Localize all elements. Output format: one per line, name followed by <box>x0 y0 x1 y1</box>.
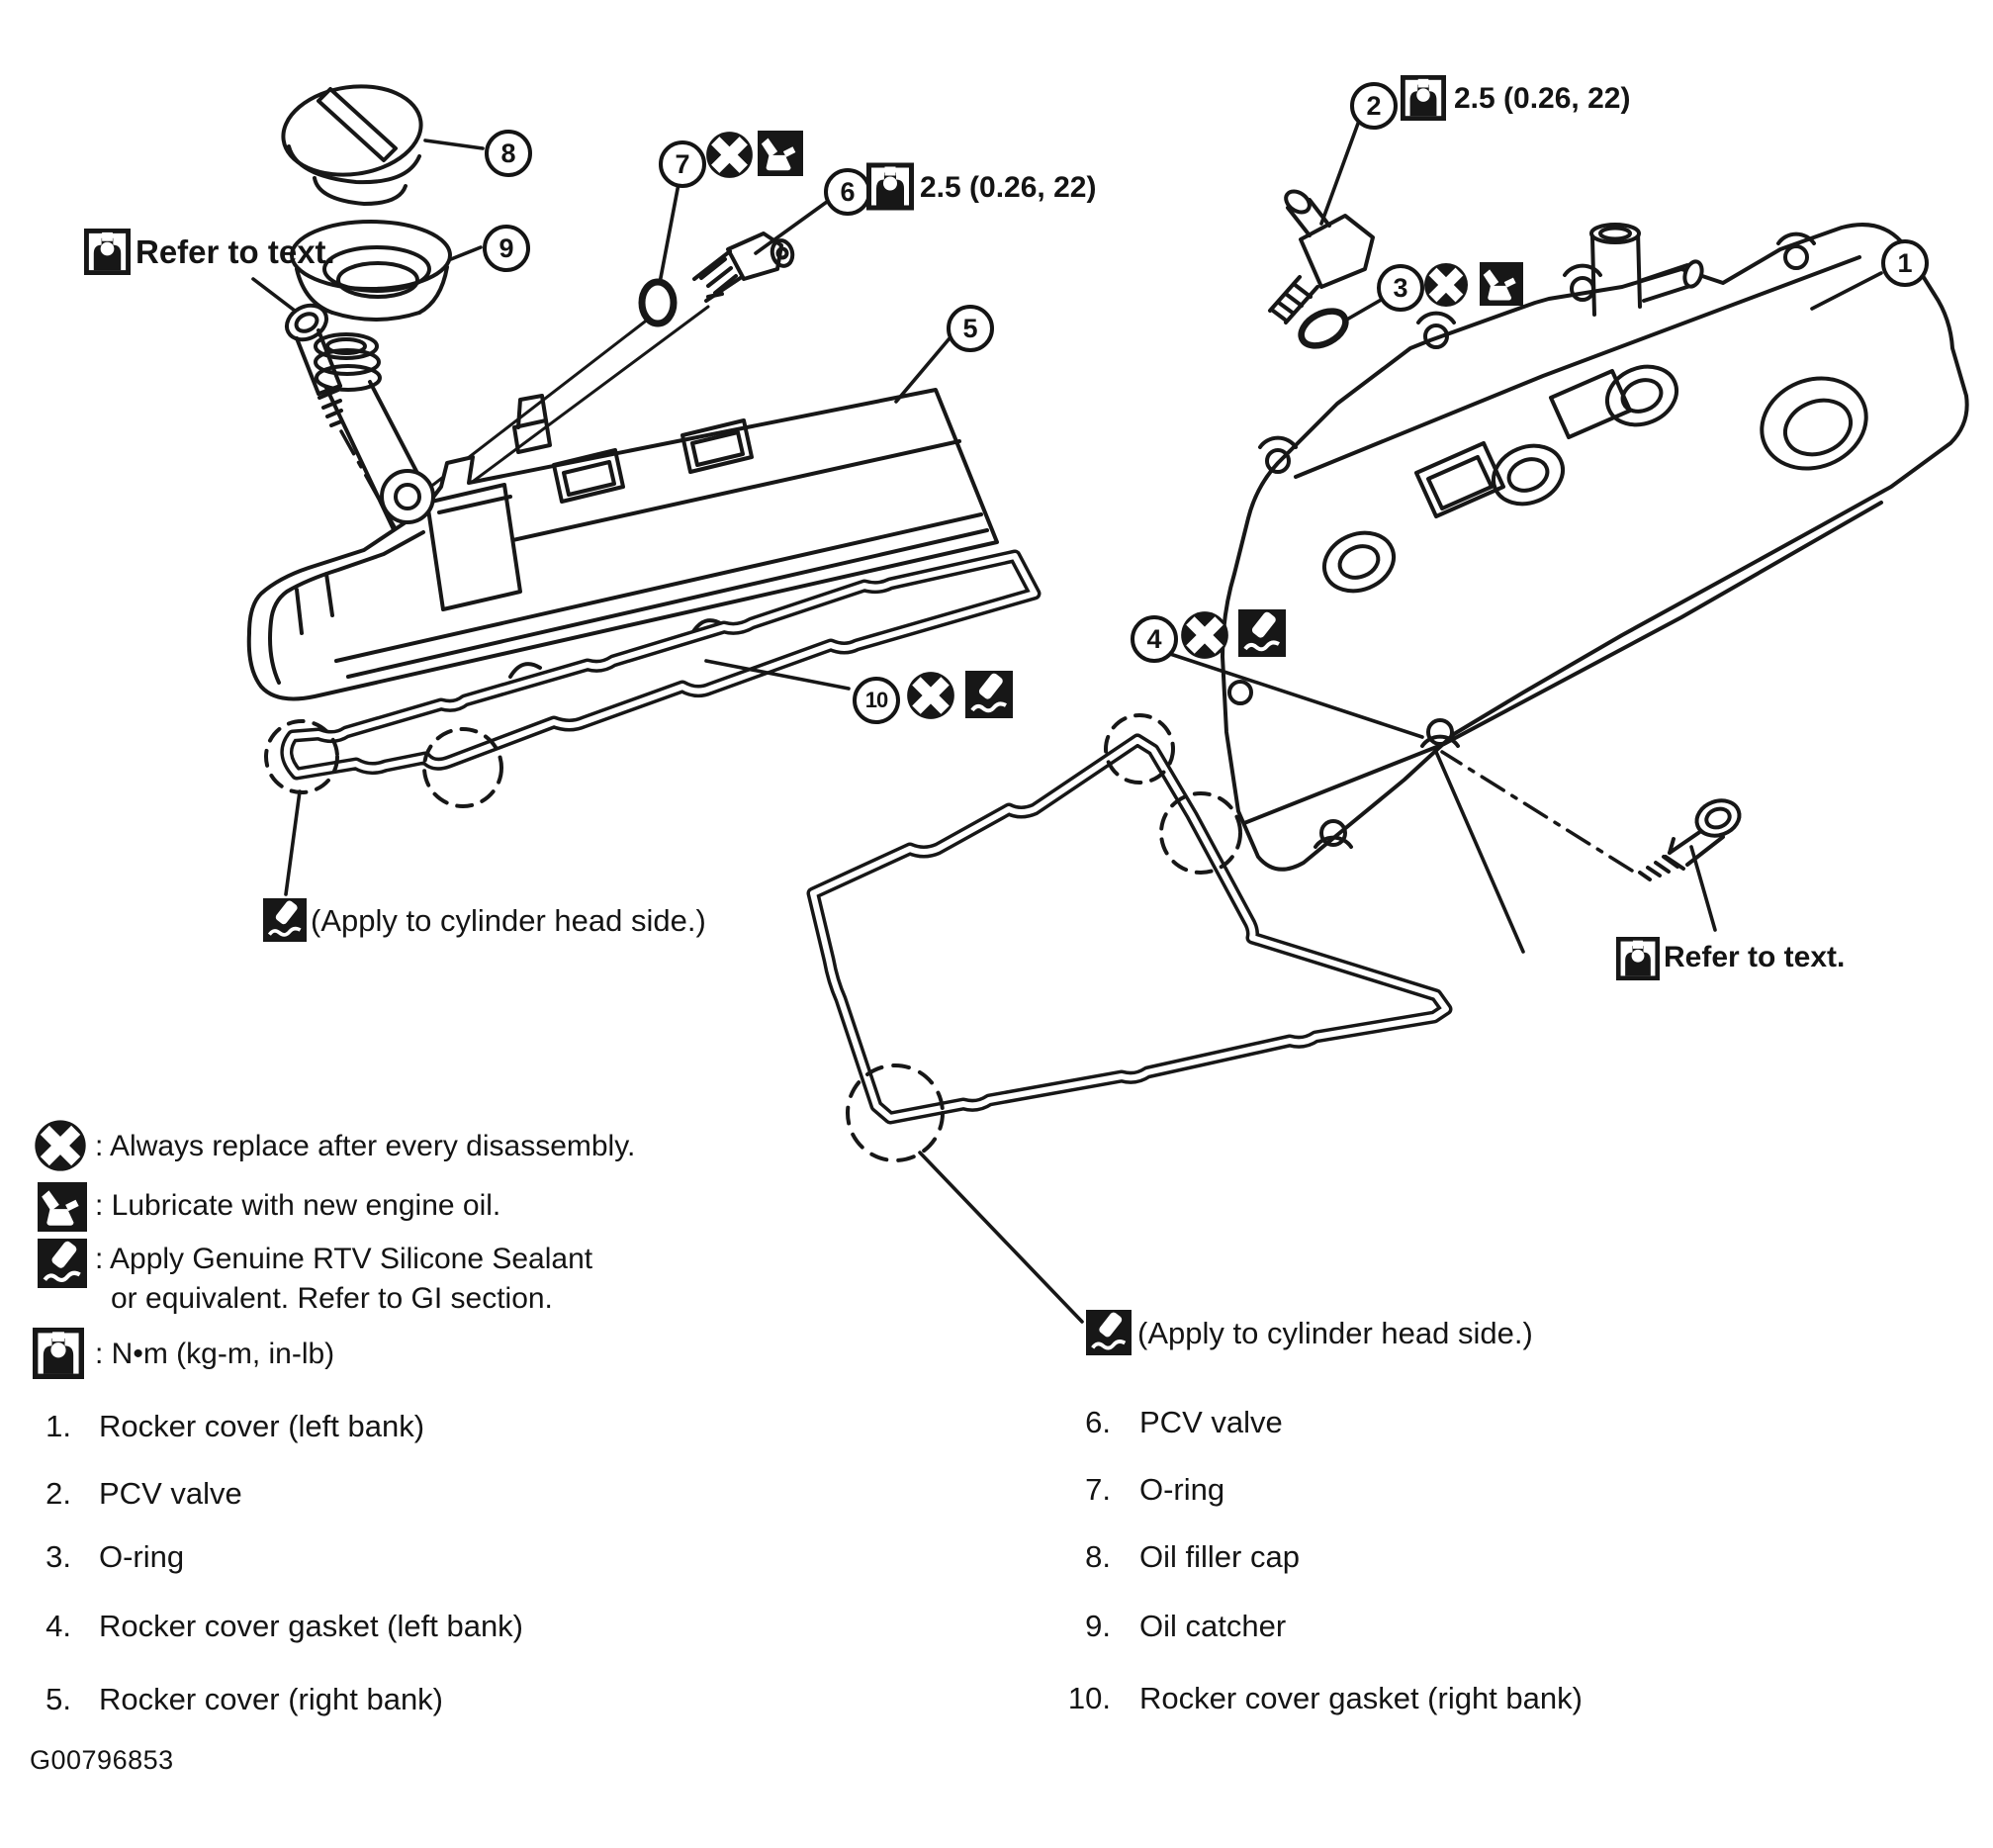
refer-to-text-right-label: Refer to text. <box>1664 941 1846 973</box>
part-number: 7. <box>1085 1472 1111 1507</box>
callout-9: 9 <box>483 225 530 272</box>
figure-code: G00796853 <box>30 1745 174 1775</box>
sealant-icon <box>38 1237 87 1290</box>
callout-4: 4 <box>1131 615 1178 663</box>
part-name: Rocker cover gasket (left bank) <box>99 1609 524 1643</box>
part-number: 1. <box>45 1409 71 1443</box>
pcv-valve-6-drawing <box>694 233 795 301</box>
lubricate-icon <box>38 1181 87 1233</box>
right-bolt-drawing <box>1442 752 1744 879</box>
sealant-icon <box>263 896 307 944</box>
torque-icon <box>33 1328 84 1379</box>
part-number: 10. <box>1067 1681 1111 1715</box>
legend-lubricate-text: : Lubricate with new engine oil. <box>95 1189 501 1222</box>
callout-6: 6 <box>824 168 871 216</box>
part-name: Rocker cover gasket (right bank) <box>1139 1681 1583 1715</box>
lubricate-icon <box>1480 261 1523 307</box>
part-name: O-ring <box>1139 1472 1225 1507</box>
part-name: Rocker cover (right bank) <box>99 1682 444 1716</box>
replace-icon <box>33 1118 88 1173</box>
torque-spec-2-label: 2.5 (0.26, 22) <box>1454 82 1631 115</box>
sealant-icon <box>965 671 1013 718</box>
part-number: 4. <box>45 1609 71 1643</box>
torque-icon <box>866 161 914 212</box>
sealant-icon <box>1238 609 1286 657</box>
part-name: Rocker cover (left bank) <box>99 1409 425 1443</box>
rocker-cover-left-bank-drawing <box>1223 225 1967 870</box>
part-number: 8. <box>1085 1539 1111 1574</box>
sealant-icon <box>1086 1310 1132 1355</box>
callout-1: 1 <box>1881 239 1929 287</box>
part-number: 3. <box>45 1539 71 1574</box>
torque-icon <box>1616 933 1660 984</box>
legend-replace-text: : Always replace after every disassembly. <box>95 1130 636 1162</box>
callout-2: 2 <box>1350 82 1398 130</box>
torque-icon <box>84 228 131 276</box>
part-name: Oil catcher <box>1139 1609 1287 1643</box>
part-name: PCV valve <box>99 1476 242 1511</box>
legend-sealant-text: : Apply Genuine RTV Silicone Sealant <box>95 1243 593 1275</box>
lubricate-icon <box>758 130 803 177</box>
apply-note-right-label: (Apply to cylinder head side.) <box>1137 1316 1533 1350</box>
legend-sealant-text-2: or equivalent. Refer to GI section. <box>111 1282 553 1315</box>
replace-icon <box>1179 609 1230 661</box>
replace-icon <box>1422 261 1470 309</box>
callout-10: 10 <box>853 677 900 724</box>
replace-icon <box>704 130 755 180</box>
part-number: 5. <box>45 1682 71 1716</box>
part-number: 2. <box>45 1476 71 1511</box>
refer-to-text-left-label: Refer to text. <box>136 233 335 270</box>
torque-icon <box>1401 73 1446 123</box>
replace-icon <box>905 670 956 721</box>
pcv-valve-2-drawing <box>1270 187 1373 323</box>
part-name: O-ring <box>99 1539 185 1574</box>
callout-3: 3 <box>1377 264 1424 312</box>
part-number: 9. <box>1085 1609 1111 1643</box>
oil-filler-cap-drawing <box>278 78 427 204</box>
o-ring-3-drawing <box>1296 304 1351 352</box>
part-name: Oil filler cap <box>1139 1539 1300 1574</box>
callout-7: 7 <box>659 140 706 188</box>
o-ring-7-drawing <box>642 282 674 323</box>
callout-8: 8 <box>485 130 532 177</box>
part-name: PCV valve <box>1139 1405 1283 1439</box>
apply-note-left-label: (Apply to cylinder head side.) <box>311 903 706 938</box>
torque-spec-6-label: 2.5 (0.26, 22) <box>920 171 1097 204</box>
legend-torque-text: : N•m (kg-m, in-lb) <box>95 1338 335 1370</box>
callout-5: 5 <box>947 305 994 352</box>
part-number: 6. <box>1085 1405 1111 1439</box>
